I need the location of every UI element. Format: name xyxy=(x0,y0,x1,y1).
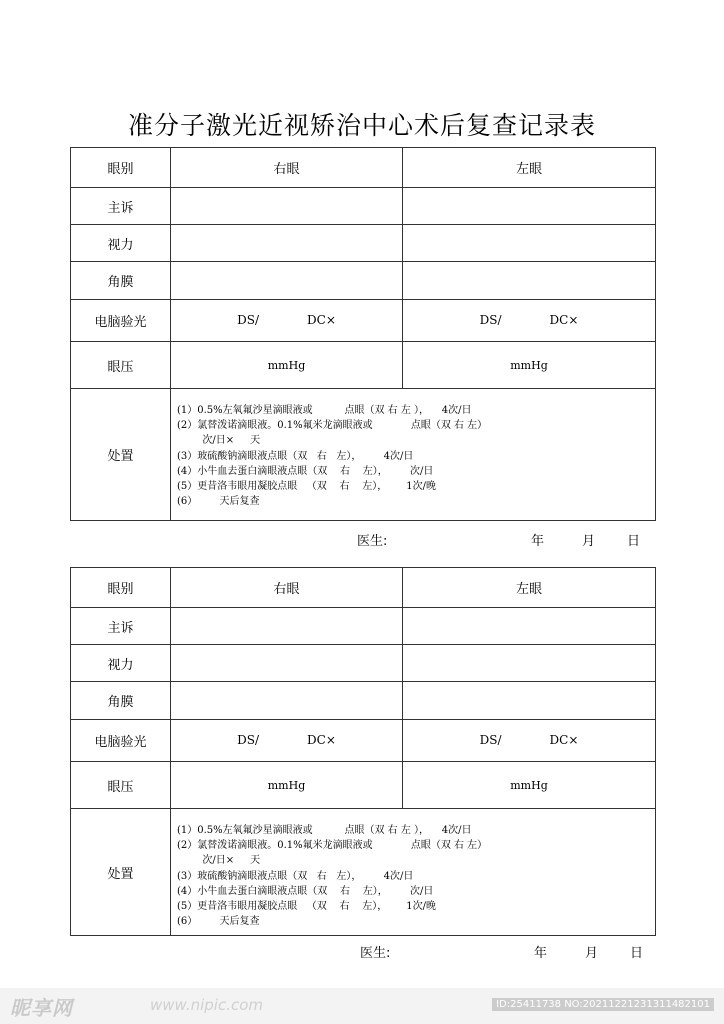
treatment-line: 次/日× 天 xyxy=(177,855,261,867)
treatment-cell[interactable] xyxy=(171,809,656,936)
dc-label: DC× xyxy=(549,733,579,747)
complaint-label: 主诉 xyxy=(71,188,171,225)
refraction-left-cell[interactable] xyxy=(403,300,656,342)
complaint-label: 主诉 xyxy=(71,608,171,645)
watermark-site: www.nipic.com xyxy=(150,996,264,1014)
right-eye-header: 右眼 xyxy=(171,148,403,188)
vision-row xyxy=(71,225,656,262)
mmhg-unit: mmHg xyxy=(267,358,306,372)
month-label: 月 xyxy=(582,534,596,549)
complaint-right-cell[interactable] xyxy=(171,608,403,645)
ds-label: DS/ xyxy=(237,313,260,327)
refraction-label: 电脑验光 xyxy=(71,720,171,762)
vision-row xyxy=(71,645,656,682)
treatment-line: (2）氯替泼诺滴眼液。0.1%氟米龙滴眼液或 点眼（双 右 左） xyxy=(177,420,488,432)
treatment-line: (1）0.5%左氧氟沙星滴眼液或 点眼（双 右 左 ）， 4次/日 xyxy=(177,825,472,836)
doctor-label: 医生: xyxy=(357,534,388,549)
dc-label: DC× xyxy=(307,313,336,327)
treatment-line: (4）小牛血去蛋白滴眼液点眼（双 右 左）， 次/日 xyxy=(177,885,434,897)
watermark-logo: 昵享网 xyxy=(10,996,73,1020)
treatment-line: (6） 天后复查 xyxy=(177,916,260,928)
mmhg-unit: mmHg xyxy=(510,778,548,792)
page-title: 准分子激光近视矫治中心术后复查记录表 xyxy=(127,111,596,140)
treatment-label: 处置 xyxy=(71,389,171,521)
vision-label: 视力 xyxy=(71,645,171,682)
pressure-left-cell[interactable] xyxy=(403,342,656,389)
cornea-row xyxy=(71,262,656,300)
day-label: 日 xyxy=(627,534,641,549)
treatment-line: (5）更昔洛韦眼用凝胶点眼 （双 右 左）， 1次/晚 xyxy=(177,901,437,913)
refraction-row xyxy=(71,300,656,342)
doctor-label: 医生: xyxy=(360,946,391,961)
signature-footer-1 xyxy=(0,530,724,550)
pressure-row xyxy=(71,342,656,389)
cornea-right-cell[interactable] xyxy=(171,682,403,720)
right-eye-header: 右眼 xyxy=(171,568,403,608)
month-label: 月 xyxy=(585,946,599,961)
eye-label-header: 眼别 xyxy=(71,568,171,608)
complaint-left-cell[interactable] xyxy=(403,188,656,225)
treatment-row xyxy=(71,389,656,521)
pressure-label: 眼压 xyxy=(71,342,171,389)
record-table-1 xyxy=(70,147,656,521)
cornea-label: 角膜 xyxy=(71,262,171,300)
year-label: 年 xyxy=(534,946,548,961)
treatment-line: (3）玻硫酸钠滴眼液点眼（双 右 左）， 4次/日 xyxy=(177,870,414,882)
watermark-id: ID:25411738 NO:20211221231311482101 xyxy=(492,998,714,1011)
year-label: 年 xyxy=(531,534,545,549)
complaint-left-cell[interactable] xyxy=(403,608,656,645)
eye-label-header: 眼别 xyxy=(71,148,171,188)
header-row xyxy=(71,148,656,188)
mmhg-unit: mmHg xyxy=(510,358,548,372)
day-label: 日 xyxy=(630,946,644,961)
vision-left-cell[interactable] xyxy=(403,645,656,682)
pressure-left-cell[interactable] xyxy=(403,762,656,809)
vision-label: 视力 xyxy=(71,225,171,262)
ds-label: DS/ xyxy=(479,313,502,327)
treatment-line: (6） 天后复查 xyxy=(177,496,260,508)
treatment-line: 次/日× 天 xyxy=(177,435,261,447)
treatment-line: (1）0.5%左氧氟沙星滴眼液或 点眼（双 右 左 ）， 4次/日 xyxy=(177,405,472,416)
pressure-right-cell[interactable] xyxy=(171,762,403,809)
vision-right-cell[interactable] xyxy=(171,645,403,682)
refraction-right-cell[interactable] xyxy=(171,300,403,342)
refraction-row xyxy=(71,720,656,762)
cornea-left-cell[interactable] xyxy=(403,682,656,720)
refraction-right-cell[interactable] xyxy=(171,720,403,762)
dc-label: DC× xyxy=(307,733,336,747)
pressure-right-cell[interactable] xyxy=(171,342,403,389)
pressure-label: 眼压 xyxy=(71,762,171,809)
refraction-left-cell[interactable] xyxy=(403,720,656,762)
treatment-line: (3）玻硫酸钠滴眼液点眼（双 右 左）， 4次/日 xyxy=(177,450,414,462)
treatment-line: (2）氯替泼诺滴眼液。0.1%氟米龙滴眼液或 点眼（双 右 左） xyxy=(177,840,488,852)
cornea-label: 角膜 xyxy=(71,682,171,720)
refraction-label: 电脑验光 xyxy=(71,300,171,342)
left-eye-header: 左眼 xyxy=(403,568,656,608)
treatment-cell[interactable] xyxy=(171,389,656,521)
cornea-right-cell[interactable] xyxy=(171,262,403,300)
cornea-left-cell[interactable] xyxy=(403,262,656,300)
treatment-line: (4）小牛血去蛋白滴眼液点眼（双 右 左）， 次/日 xyxy=(177,465,434,477)
ds-label: DS/ xyxy=(237,733,260,747)
signature-footer-2 xyxy=(0,942,724,962)
pressure-row xyxy=(71,762,656,809)
header-row xyxy=(71,568,656,608)
dc-label: DC× xyxy=(549,313,579,327)
left-eye-header: 左眼 xyxy=(403,148,656,188)
ds-label: DS/ xyxy=(479,733,502,747)
vision-left-cell[interactable] xyxy=(403,225,656,262)
vision-right-cell[interactable] xyxy=(171,225,403,262)
treatment-line: (5）更昔洛韦眼用凝胶点眼 （双 右 左）， 1次/晚 xyxy=(177,481,437,493)
treatment-label: 处置 xyxy=(71,809,171,936)
treatment-row xyxy=(71,809,656,936)
complaint-row xyxy=(71,608,656,645)
cornea-row xyxy=(71,682,656,720)
mmhg-unit: mmHg xyxy=(267,778,306,792)
complaint-row xyxy=(71,188,656,225)
complaint-right-cell[interactable] xyxy=(171,188,403,225)
watermark-bar xyxy=(0,988,724,1024)
record-table-2 xyxy=(70,567,656,936)
